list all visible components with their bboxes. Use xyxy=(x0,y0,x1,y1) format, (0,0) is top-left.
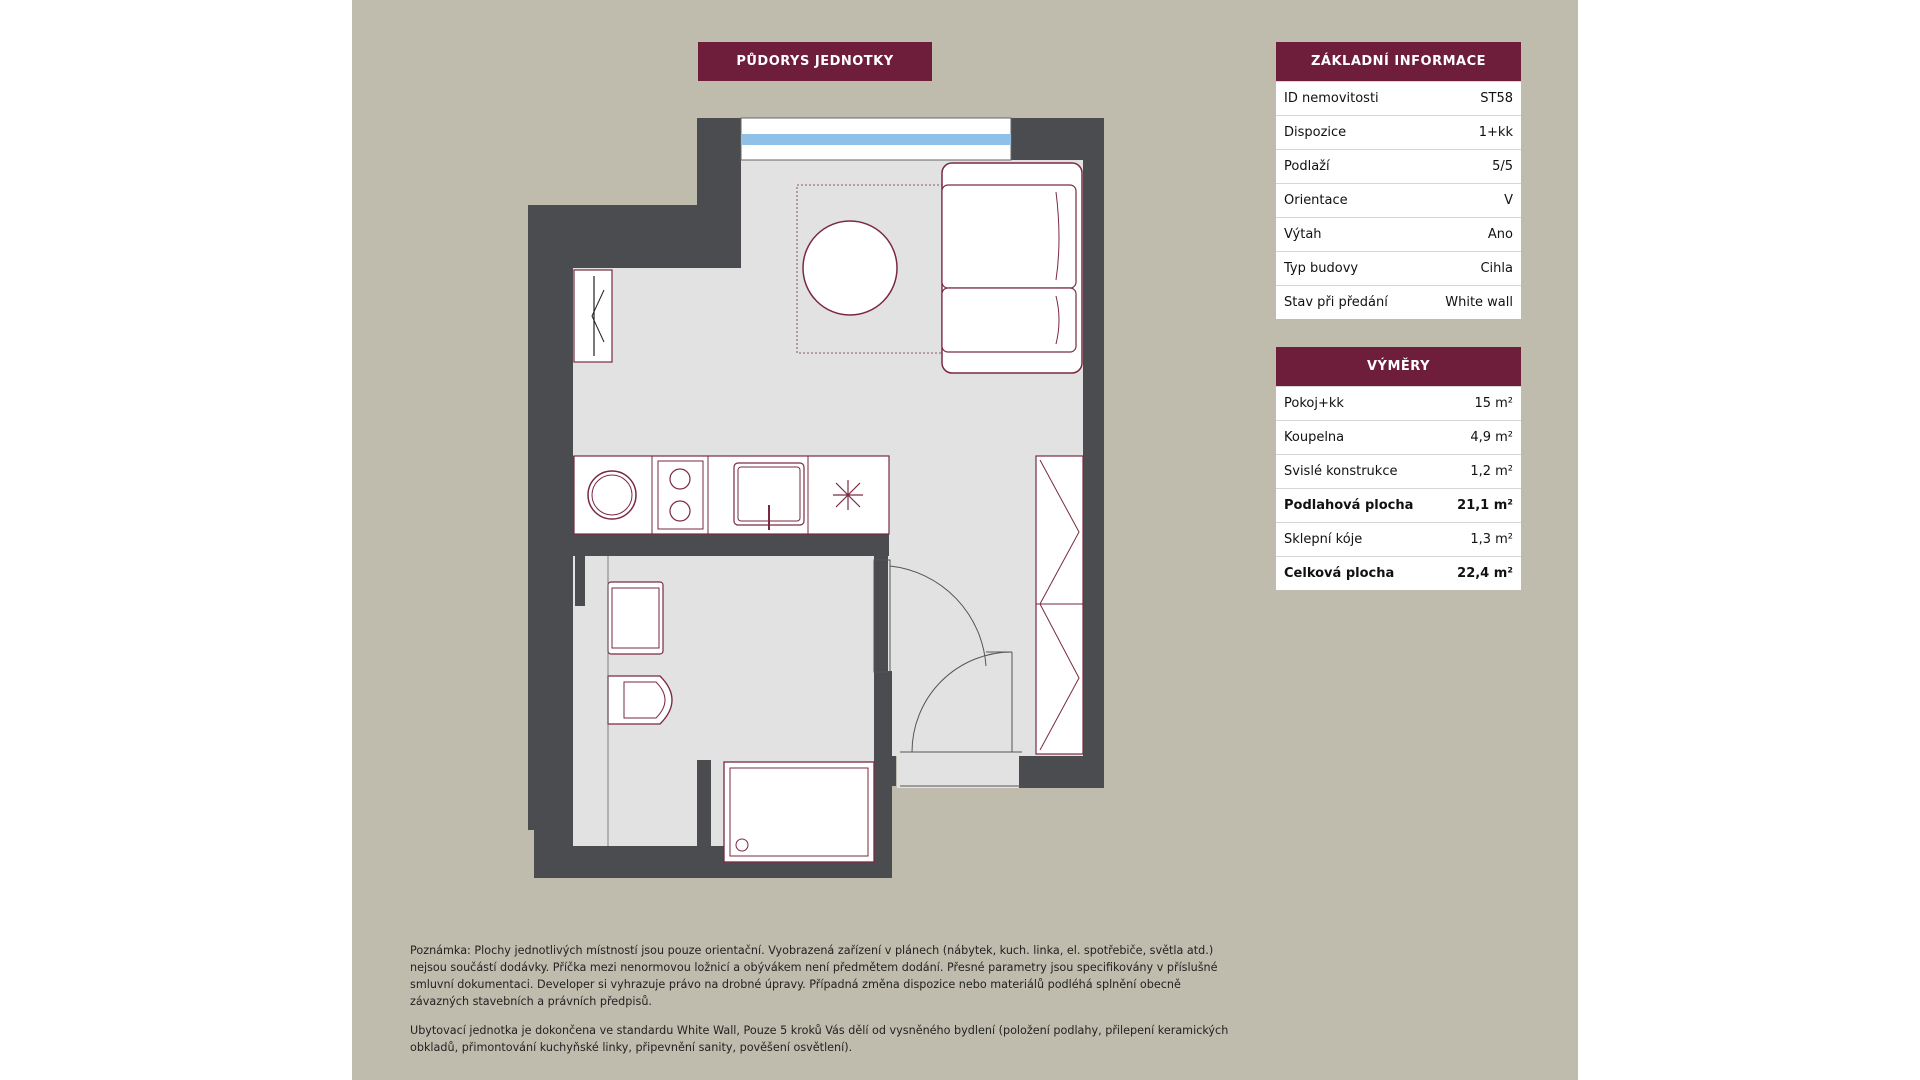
standard-note: Ubytovací jednotka je dokončena ve standardu White Wall, Pouze 5 kroků Vás dělí od vysněného bydlení (položení podlahy, přilepení keramických obkladů, přimontování kuchyňské linky, připevnění sanity, pověšení osvětlení). xyxy=(410,1024,1229,1054)
toilet xyxy=(608,676,672,724)
wardrobe-right xyxy=(1036,456,1083,754)
area-row: Svislé konstrukce 1,2 m² xyxy=(1276,454,1521,488)
wardrobe-small xyxy=(574,270,612,362)
round-table xyxy=(803,221,897,315)
bath-sink xyxy=(608,582,663,654)
info-row: ID nemovitosti ST58 xyxy=(1276,81,1521,115)
area-row: Koupelna 4,9 m² xyxy=(1276,420,1521,454)
areas-title: VÝMĚRY xyxy=(1276,347,1521,386)
basic-info-title: ZÁKLADNÍ INFORMACE xyxy=(1276,42,1521,81)
floor-plan xyxy=(520,110,1120,890)
area-row: Sklepní kóje 1,3 m² xyxy=(1276,522,1521,556)
area-row: Pokoj+kk 15 m² xyxy=(1276,386,1521,420)
bath-inner-wall xyxy=(697,760,711,860)
info-row: Orientace V xyxy=(1276,183,1521,217)
bath-notch xyxy=(575,556,585,606)
washing-machine xyxy=(588,471,636,519)
info-row: Typ budovy Cihla xyxy=(1276,251,1521,285)
kitchen-bath-wall xyxy=(573,534,889,556)
fridge-symbol xyxy=(833,480,863,510)
info-row: Výtah Ano xyxy=(1276,217,1521,251)
info-row: Podlaží 5/5 xyxy=(1276,149,1521,183)
disclaimer-note: Poznámka: Plochy jednotlivých místností jsou pouze orientační. Vyobrazená zařízení v plánech (nábytek, kuch. linka, el. spotřebiče, světla atd.) nejsou součástí dodávky. Příčka mezi nenormovou ložnicí a obývákem není předmětem dodání. Přesné parametry jsou specifikovány v příslušné smluvní dokumentaci. Developer si vyhrazuje právo na drobné úpravy. Případná změna dispozice nebo materiálů podléhá splnění obecně závazných stavebních a právních předpisů. xyxy=(410,944,1218,1008)
info-row: Stav při předání White wall xyxy=(1276,285,1521,319)
area-row-floor-total: Podlahová plocha 21,1 m² xyxy=(1276,488,1521,522)
window-glass xyxy=(741,134,1011,145)
area-row-grand-total: Celková plocha 22,4 m² xyxy=(1276,556,1521,590)
floor-plan-title: PŮDORYS JEDNOTKY xyxy=(698,42,932,81)
shower-tray xyxy=(724,762,874,862)
basic-info-panel xyxy=(1276,42,1521,319)
info-row: Dispozice 1+kk xyxy=(1276,115,1521,149)
bath-wall-right xyxy=(874,556,888,671)
bath-wall-lower xyxy=(874,671,892,786)
areas-panel xyxy=(1276,347,1521,590)
